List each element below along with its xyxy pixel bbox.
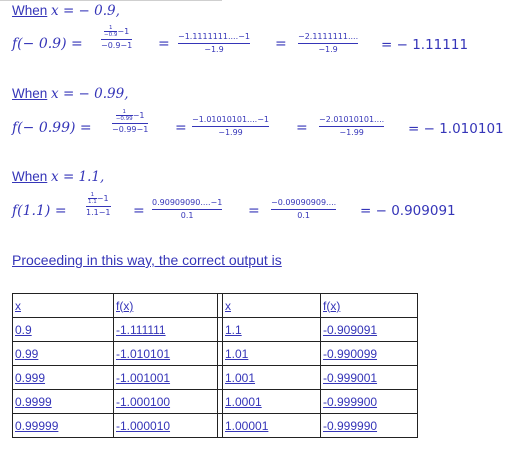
table-cell: 0.9 [13,318,114,342]
header-fx-left: f(x) [114,294,218,318]
f-expression-2: f(− 0.99) = [12,120,92,136]
table-cell: -1.010101 [114,342,218,366]
table-cell: 1.00001 [223,414,321,438]
values-table [12,293,418,438]
x-expression-3: x = 1.1, [51,169,105,185]
fraction-3c: −0.09090909.... 0.1 [271,198,337,220]
proceeding-text: Proceeding in this way, the correct output is [12,252,282,268]
result-1: = − 1.11111 [381,37,469,53]
fraction-3b: 0.90909090....−1 0.1 [152,198,223,220]
table-cell: 1.0001 [223,390,321,414]
when-label-1: When [12,3,48,18]
table-cell: -1.000100 [114,390,218,414]
x-expression-2: x = − 0.99, [51,86,129,102]
top-divider [0,0,222,1]
table-cell: -0.999990 [321,414,418,438]
header-x-left: x [13,294,114,318]
x-expression-1: x = − 0.9, [51,3,120,19]
fraction-2b: −1.01010101....−1 −1.99 [192,115,270,137]
table-cell: -0.990099 [321,342,418,366]
table-cell: 0.9999 [13,390,114,414]
table-cell: 1.1 [223,318,321,342]
when-line-3 [12,169,104,185]
fraction-2a: $\frac{1}{-0.99}$ −1 −0.99−1 [112,109,149,134]
table-row [13,318,418,342]
table-cell: 1.001 [223,366,321,390]
fraction-1a: $\frac{1}{-0.9}$ −1 −0.9−1 [101,25,133,50]
table-cell: -1.111111 [114,318,218,342]
f-expression-3: f(1.1) = [12,203,67,219]
table-row [13,414,418,438]
when-line-2 [12,86,129,102]
f-expression-1: f(− 0.9) = [12,36,83,52]
table-row [13,390,418,414]
table-cell: 0.99 [13,342,114,366]
table-cell: -0.909091 [321,318,418,342]
result-3: = − 0.909091 [360,203,456,219]
result-2: = − 1.010101 [408,121,504,137]
header-fx-right: f(x) [321,294,418,318]
table-cell: -0.999001 [321,366,418,390]
table-cell: -1.000010 [114,414,218,438]
table-cell: 0.99999 [13,414,114,438]
header-x-right: x [223,294,321,318]
fraction-3a: $\frac{1}{1.1}$ −1 1.1−1 [86,192,111,217]
when-label-3: When [12,169,48,184]
table-header-row [13,294,418,318]
fraction-2c: −2.01010101.... −1.99 [319,115,385,137]
table-cell: -0.999900 [321,390,418,414]
when-label-2: When [12,86,48,101]
table-cell: 1.01 [223,342,321,366]
table-row [13,366,418,390]
fraction-1b: −1.1111111....−1 −1.9 [178,32,250,54]
fraction-1c: −2.1111111.... −1.9 [298,32,359,54]
table-cell: -1.001001 [114,366,218,390]
table-row [13,342,418,366]
when-line-1 [12,3,120,19]
table-cell: 0.999 [13,366,114,390]
